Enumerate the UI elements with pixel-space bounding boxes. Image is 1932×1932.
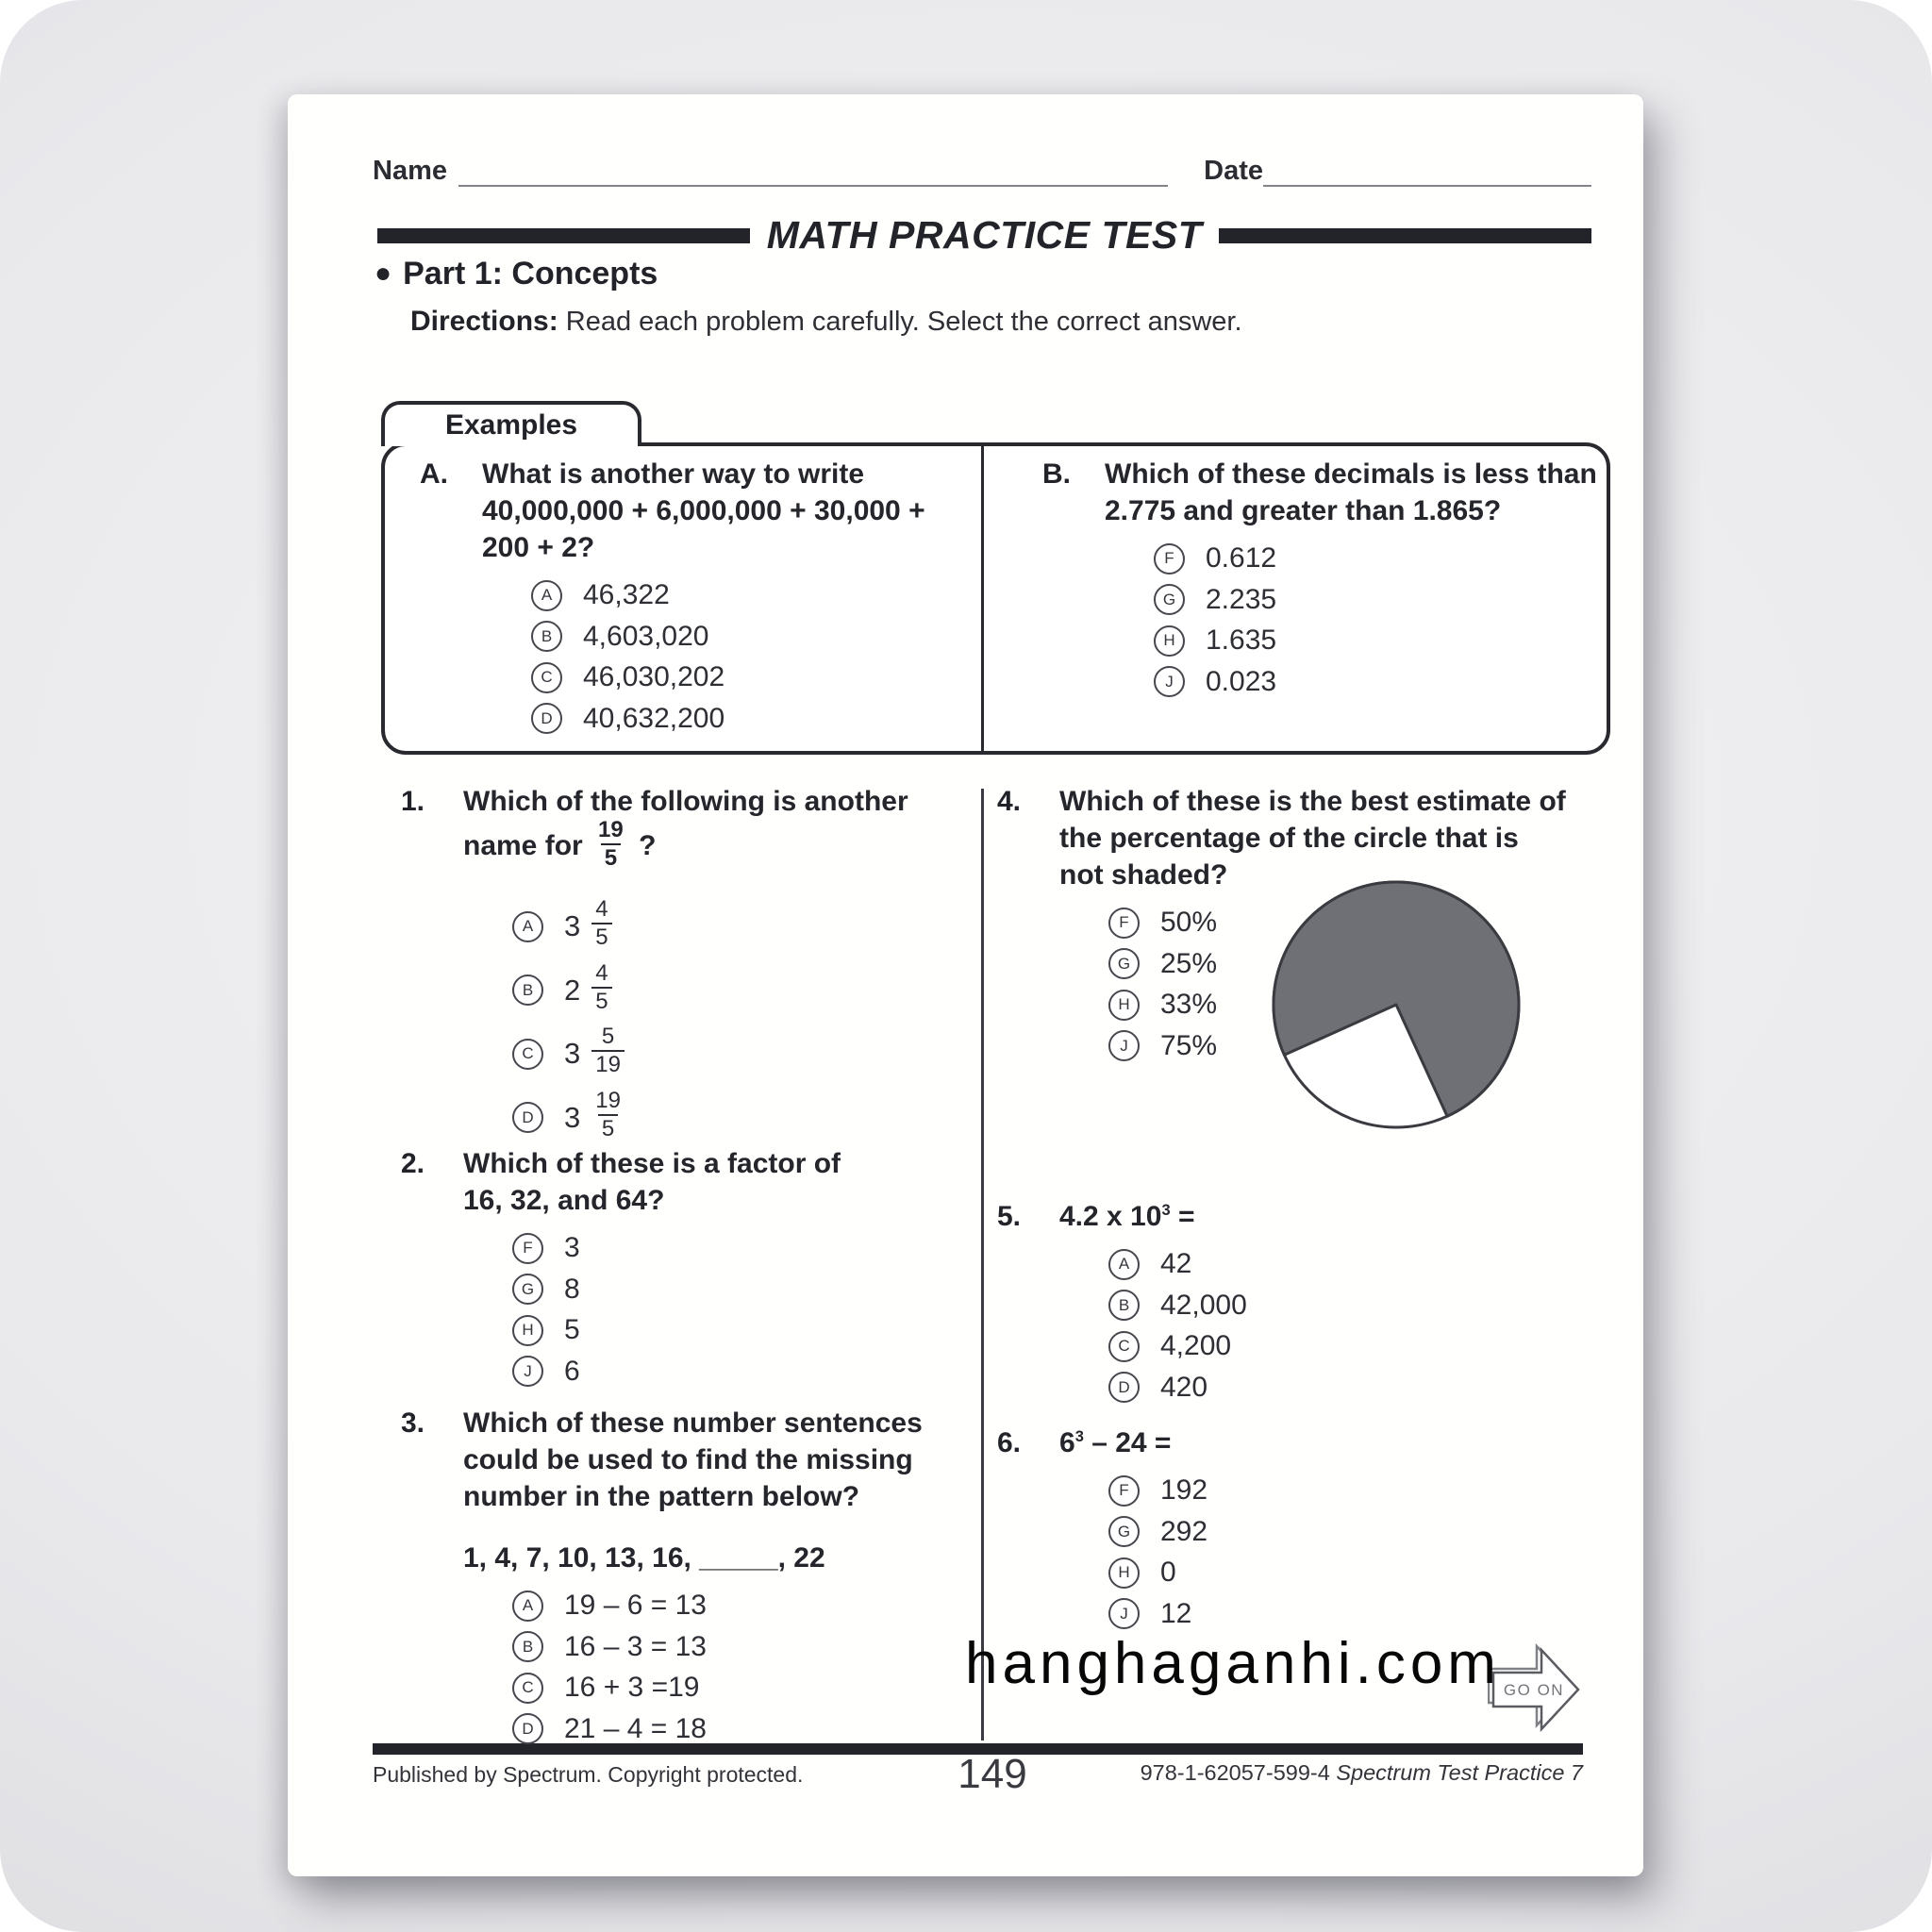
page-number: 149 bbox=[958, 1751, 1027, 1797]
example-b bbox=[1042, 456, 1597, 707]
item-body bbox=[1059, 1198, 1606, 1412]
numerator: 5 bbox=[601, 1024, 615, 1049]
denominator: 5 bbox=[598, 1114, 618, 1142]
choice-text: 8 bbox=[564, 1273, 580, 1305]
answer-choice bbox=[1108, 1598, 1606, 1630]
choice-text: 0.023 bbox=[1206, 665, 1277, 697]
whole-number: 2 bbox=[564, 973, 581, 1007]
question-text: Which of these is the best estimate of bbox=[1059, 786, 1566, 817]
go-on-arrow bbox=[1488, 1642, 1582, 1737]
choice-text: 420 bbox=[1160, 1371, 1208, 1403]
isbn-number: 978-1-62057-599-4 bbox=[1140, 1760, 1337, 1785]
choice-text bbox=[564, 959, 616, 1018]
choice-bubble: G bbox=[1108, 948, 1140, 979]
answer-choice bbox=[512, 1590, 991, 1622]
choice-bubble: F bbox=[1108, 908, 1140, 939]
choices bbox=[531, 579, 978, 735]
choice-bubble: D bbox=[1108, 1372, 1140, 1403]
choice-bubble: F bbox=[1108, 1475, 1140, 1507]
item-body bbox=[1059, 1424, 1606, 1639]
choice-bubble: C bbox=[512, 1673, 543, 1704]
choice-text: 33% bbox=[1160, 989, 1218, 1020]
choice-bubble: A bbox=[512, 1591, 543, 1622]
choice-text: 40,632,200 bbox=[583, 702, 725, 734]
question-2 bbox=[401, 1145, 981, 1396]
mixed-number bbox=[564, 1087, 628, 1145]
question-4 bbox=[997, 783, 1606, 1071]
question-text: 4.2 x $10^3$ = bbox=[1059, 1201, 1195, 1232]
directions-label: Directions: bbox=[410, 306, 558, 337]
choice-bubble: H bbox=[1108, 1557, 1140, 1589]
numerator: 4 bbox=[595, 896, 608, 922]
answer-choice bbox=[512, 1274, 981, 1306]
mixed-number bbox=[564, 1026, 628, 1081]
choice-bubble: B bbox=[1108, 1290, 1140, 1321]
answer-choice bbox=[531, 661, 978, 693]
choice-bubble: B bbox=[512, 1631, 543, 1662]
choice-text: 6 bbox=[564, 1355, 580, 1387]
part-title: Part 1: Concepts bbox=[403, 255, 658, 291]
choice-text: 192 bbox=[1160, 1474, 1208, 1506]
question-text: not shaded? bbox=[1059, 859, 1228, 891]
answer-choice bbox=[512, 1631, 991, 1663]
answer-choice bbox=[512, 959, 981, 1018]
item-number: 3. bbox=[401, 1407, 425, 1439]
denominator: 5 bbox=[591, 923, 611, 951]
fraction bbox=[594, 817, 627, 872]
fraction bbox=[591, 960, 611, 1015]
choice-text: 292 bbox=[1160, 1515, 1208, 1547]
choice-bubble: C bbox=[512, 1039, 543, 1070]
item-number: 6. bbox=[997, 1427, 1022, 1458]
choice-text bbox=[564, 896, 616, 954]
question-text: 200 + 2? bbox=[482, 532, 595, 563]
question-6 bbox=[997, 1424, 1606, 1639]
choice-bubble: G bbox=[1108, 1516, 1140, 1547]
choice-text: 4,200 bbox=[1160, 1330, 1232, 1361]
date-blank-line bbox=[1263, 158, 1591, 187]
pattern-sequence: 1, 4, 7, 10, 13, 16, _____, 22 bbox=[463, 1542, 825, 1574]
answer-choice bbox=[512, 1232, 981, 1264]
part-heading bbox=[375, 255, 658, 292]
answer-choice bbox=[512, 1087, 981, 1145]
choice-text: 75% bbox=[1160, 1029, 1218, 1061]
choice-text: 16 + 3 =19 bbox=[564, 1672, 700, 1703]
choice-bubble: F bbox=[512, 1233, 543, 1264]
mixed-number bbox=[564, 896, 616, 954]
choices bbox=[1108, 1474, 1606, 1630]
choice-bubble: J bbox=[512, 1356, 543, 1387]
choice-bubble: D bbox=[512, 1102, 543, 1133]
answer-choice bbox=[1108, 1330, 1606, 1362]
question-text: Which of these is a factor of bbox=[463, 1148, 841, 1179]
examples-tab bbox=[381, 401, 641, 446]
name-label: Name bbox=[373, 156, 447, 186]
numerator: 4 bbox=[595, 959, 608, 986]
title-right-bar bbox=[1219, 228, 1591, 243]
choice-bubble: A bbox=[531, 580, 562, 611]
answer-choice bbox=[1108, 1290, 1606, 1322]
answer-choice bbox=[1108, 1516, 1606, 1548]
choice-text bbox=[564, 1026, 628, 1081]
item-number: 4. bbox=[997, 786, 1022, 817]
choice-text: 19 – 6 = 13 bbox=[564, 1590, 707, 1621]
answer-choice bbox=[531, 703, 978, 735]
examples-label: Examples bbox=[444, 409, 578, 441]
fraction bbox=[591, 896, 611, 951]
footer-isbn bbox=[1141, 1760, 1583, 1786]
choice-bubble: H bbox=[512, 1315, 543, 1346]
question-text: Which of these decimals is less than bbox=[1105, 458, 1597, 490]
question-text: could be used to find the missing bbox=[463, 1444, 913, 1475]
answer-choice bbox=[512, 896, 981, 954]
choice-bubble: G bbox=[1154, 584, 1185, 615]
choice-text: 21 – 4 = 18 bbox=[564, 1712, 707, 1744]
choice-bubble: B bbox=[531, 621, 562, 652]
choice-text: 0 bbox=[1160, 1557, 1176, 1588]
item-body bbox=[463, 1145, 981, 1396]
choice-text: 46,030,202 bbox=[583, 661, 725, 692]
item-number: 5. bbox=[997, 1201, 1022, 1232]
denominator: 19 bbox=[591, 1050, 625, 1078]
choice-text: 42,000 bbox=[1160, 1289, 1247, 1321]
question-text: What is another way to write bbox=[482, 458, 865, 490]
answer-choice bbox=[512, 1026, 981, 1081]
choice-text: 3 bbox=[564, 1232, 580, 1263]
choices bbox=[1154, 542, 1597, 698]
watermark-text: hanghaganhi.com bbox=[965, 1631, 1501, 1696]
page-title: MATH PRACTICE TEST bbox=[766, 213, 1203, 257]
question-text: name for $\frac{19}{5}$ ? bbox=[463, 817, 657, 871]
exponent: 3 bbox=[1161, 1202, 1171, 1219]
date-label: Date bbox=[1204, 156, 1263, 186]
answer-choice bbox=[1154, 666, 1597, 698]
example-a bbox=[420, 456, 978, 743]
name-blank-line bbox=[458, 158, 1168, 187]
go-on-label: GO ON bbox=[1503, 1681, 1565, 1699]
choice-bubble: H bbox=[1108, 990, 1140, 1021]
choice-bubble: A bbox=[1108, 1249, 1140, 1280]
answer-choice bbox=[1108, 1248, 1606, 1280]
choices bbox=[512, 1232, 981, 1388]
item-body bbox=[463, 783, 981, 1154]
question-text: 2.775 and greater than 1.865? bbox=[1105, 495, 1502, 526]
choice-text: 12 bbox=[1160, 1597, 1192, 1629]
series-title: Spectrum Test Practice 7 bbox=[1336, 1760, 1583, 1785]
choice-bubble: D bbox=[512, 1713, 543, 1744]
question-text: 16, 32, and 64? bbox=[463, 1185, 665, 1216]
question-text: number in the pattern below? bbox=[463, 1481, 860, 1512]
examples-divider bbox=[981, 444, 984, 753]
name-date-row bbox=[373, 155, 1591, 187]
choice-bubble: F bbox=[1154, 543, 1185, 575]
choice-bubble: C bbox=[531, 662, 562, 693]
question-text: 40,000,000 + 6,000,000 + 30,000 + bbox=[482, 495, 925, 526]
choice-text: 5 bbox=[564, 1314, 580, 1345]
exponent: 3 bbox=[1074, 1428, 1084, 1445]
choice-text: 2.235 bbox=[1206, 583, 1277, 615]
choice-bubble: D bbox=[531, 703, 562, 734]
whole-number: 3 bbox=[564, 1037, 581, 1070]
answer-choice bbox=[1108, 1030, 1606, 1062]
item-body bbox=[463, 1405, 991, 1754]
item-body bbox=[482, 456, 978, 743]
denominator: 5 bbox=[601, 843, 621, 872]
choice-bubble: J bbox=[1108, 1598, 1140, 1629]
question-text: Which of the following is another bbox=[463, 786, 908, 817]
choice-bubble: H bbox=[1154, 625, 1185, 657]
item-number: B. bbox=[1042, 458, 1071, 490]
choice-bubble: J bbox=[1108, 1030, 1140, 1061]
question-1 bbox=[401, 783, 981, 1154]
numerator: 19 bbox=[595, 1087, 621, 1113]
answer-choice bbox=[1108, 989, 1606, 1021]
choice-text: 46,322 bbox=[583, 579, 670, 610]
item-number: 2. bbox=[401, 1148, 425, 1179]
mixed-number bbox=[564, 959, 616, 1018]
answer-choice bbox=[512, 1672, 991, 1704]
answer-choice bbox=[1108, 907, 1606, 939]
item-body bbox=[1105, 456, 1597, 707]
answer-choice bbox=[512, 1314, 981, 1346]
choice-bubble: A bbox=[512, 911, 543, 942]
denominator: 5 bbox=[591, 987, 611, 1015]
choice-bubble: J bbox=[1154, 666, 1185, 697]
choices bbox=[512, 1590, 991, 1745]
answer-choice bbox=[531, 621, 978, 653]
answer-choice bbox=[1108, 1372, 1606, 1404]
fraction bbox=[591, 1088, 625, 1142]
answer-choice bbox=[1154, 542, 1597, 575]
choice-bubble: G bbox=[512, 1274, 543, 1305]
choice-text: 0.612 bbox=[1206, 542, 1277, 574]
choice-bubble: B bbox=[512, 974, 543, 1006]
answer-choice bbox=[512, 1356, 981, 1388]
directions-text: Read each problem carefully. Select the correct answer. bbox=[558, 307, 1242, 337]
choices bbox=[512, 896, 981, 1145]
answer-choice bbox=[1108, 948, 1606, 980]
whole-number: 3 bbox=[564, 909, 581, 942]
numerator: 19 bbox=[598, 817, 624, 842]
footer-publisher: Published by Spectrum. Copyright protected. bbox=[373, 1762, 804, 1787]
choice-text: 1.635 bbox=[1206, 625, 1277, 656]
question-3 bbox=[401, 1405, 991, 1754]
answer-choice bbox=[1154, 625, 1597, 657]
answer-choice bbox=[1154, 584, 1597, 616]
item-number: 1. bbox=[401, 786, 425, 817]
question-text: Which of these number sentences bbox=[463, 1407, 923, 1439]
question-text: the percentage of the circle that is bbox=[1059, 823, 1519, 854]
choice-text bbox=[564, 1087, 628, 1145]
choice-text: 25% bbox=[1160, 947, 1218, 979]
worksheet-page bbox=[288, 94, 1643, 1876]
choice-text: 50% bbox=[1160, 907, 1218, 938]
question-5 bbox=[997, 1198, 1606, 1412]
answer-choice bbox=[1108, 1557, 1606, 1589]
whole-number: 3 bbox=[564, 1100, 581, 1134]
question-text: $6^3 - 24$ = bbox=[1059, 1427, 1172, 1458]
choices bbox=[1108, 1248, 1606, 1404]
title-row bbox=[377, 213, 1591, 258]
item-body bbox=[1059, 783, 1606, 1071]
choices bbox=[1108, 907, 1606, 1062]
answer-choice bbox=[531, 579, 978, 611]
choice-text: 16 – 3 = 13 bbox=[564, 1630, 707, 1662]
answer-choice bbox=[1108, 1474, 1606, 1507]
fraction bbox=[591, 1024, 625, 1078]
answer-choice bbox=[512, 1713, 991, 1745]
choice-text: 42 bbox=[1160, 1248, 1192, 1279]
title-left-bar bbox=[377, 228, 750, 243]
directions bbox=[410, 306, 1242, 338]
bullet-icon: ● bbox=[375, 258, 392, 289]
choice-text: 4,603,020 bbox=[583, 620, 709, 652]
choice-bubble: C bbox=[1108, 1331, 1140, 1362]
item-number: A. bbox=[420, 458, 448, 490]
